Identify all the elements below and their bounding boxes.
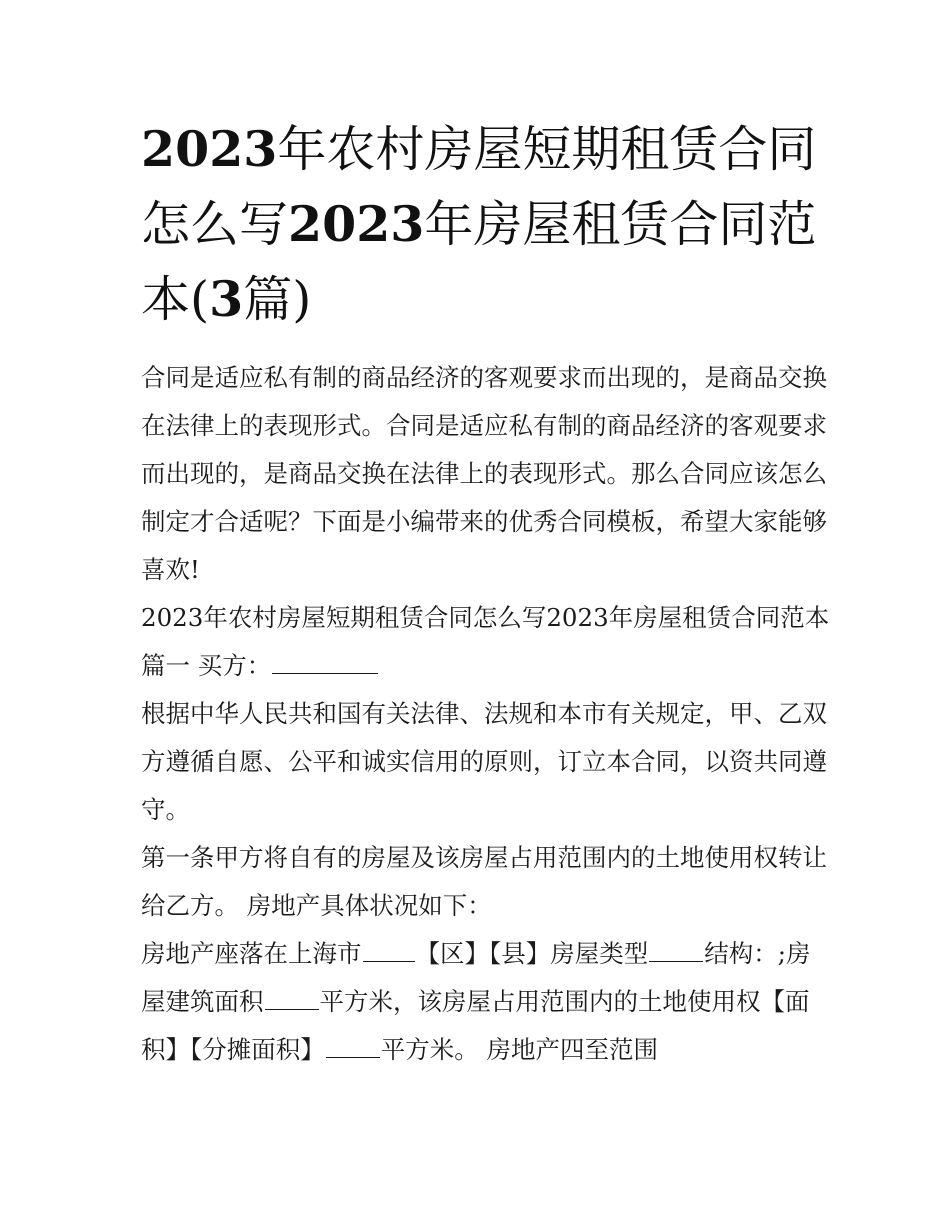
floor-area-blank	[265, 981, 319, 1010]
title-text-1: 年农村房屋短期租赁合同怎么写	[141, 121, 817, 253]
land-area-blank	[326, 1029, 380, 1058]
title-text-2: 年房屋租赁合同范本(	[141, 196, 817, 328]
basis-paragraph: 根据中华人民共和国有关法律、法规和本市有关规定，甲、乙双方遵循自愿、公平和诚实信用的原则，订立本合同，以资共同遵守。	[141, 699, 827, 824]
title-count: 3	[209, 270, 244, 328]
intro-paragraph: 合同是适应私有制的商品经济的客观要求而出现的，是商品交换在法律上的表现形式。合同是适应私有制的商品经济的客观要求而出现的，是商品交换在法律上的表现形式。那么合同应该怎么制定才合适呢？下面是小编带来的优秀合同模板，希望大家能够喜欢!	[141, 363, 827, 584]
location-text-b: 【区】【县】房屋类型	[415, 939, 649, 968]
location-text-a: 房地产座落在上海市	[141, 939, 362, 968]
area-text-d: 平方米。 房地产四至范围	[380, 1035, 659, 1064]
buyer-blank	[272, 645, 378, 674]
area-text-a: 房屋建筑面积	[141, 939, 811, 1016]
document-title	[141, 112, 831, 337]
area-text-b: 平方米，该房屋占用范围内的土地使用权	[319, 987, 761, 1016]
location-paragraph	[141, 930, 831, 1074]
heading-line-paragraph	[141, 594, 831, 690]
structure-blank	[649, 933, 703, 962]
district-blank	[363, 933, 415, 962]
title-year-2: 2023	[288, 195, 425, 253]
title-text-3: 篇)	[243, 271, 312, 328]
article1-paragraph: 第一条甲方将自有的房屋及该房屋占用范围内的土地使用权转让给乙方。 房地产具体状况如下：	[141, 843, 827, 920]
document-body	[141, 354, 831, 1074]
area-text-c: 【面积】【分摊面积】	[141, 987, 810, 1064]
heading-line-text: 2023年农村房屋短期租赁合同怎么写2023年房屋租赁合同范本篇一 买方：	[141, 603, 830, 680]
title-year-1: 2023	[141, 120, 278, 178]
location-text-c: 结构：;	[704, 939, 787, 968]
